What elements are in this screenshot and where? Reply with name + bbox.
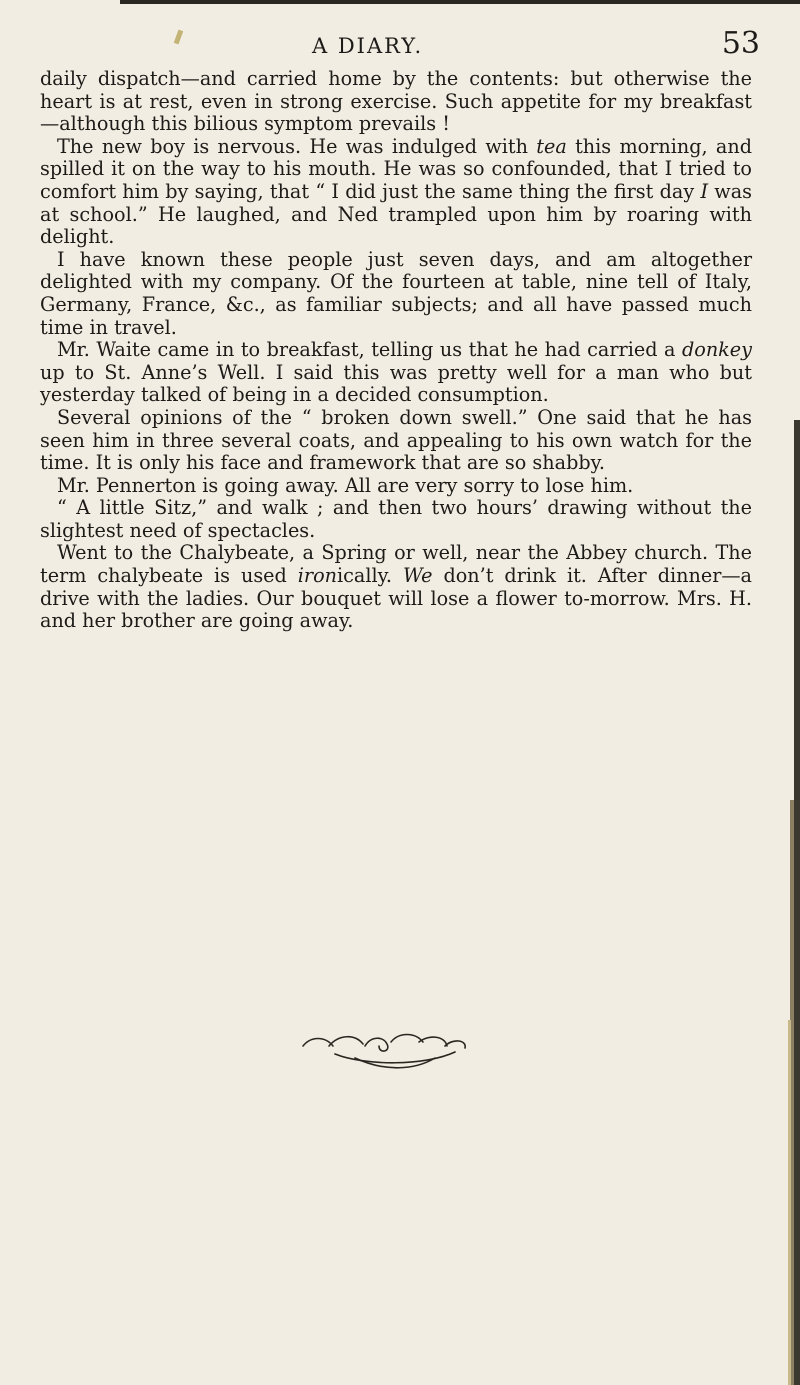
page-edge-shadow xyxy=(786,420,800,1385)
italic-text: tea xyxy=(536,134,567,158)
top-edge-rule xyxy=(120,0,800,4)
text-run: was at school.” He laughed, and Ned trampled upon him by roaring with delight. xyxy=(40,179,752,249)
text-run: this morning, and spilled it on the way to his mouth. He was so confounded, that I tried to comfort him by saying, that “ I did just the same thing the first day xyxy=(40,134,752,203)
paragraph xyxy=(40,542,752,632)
text-run: I have known these people just seven days, and am altogether delighted with my company. Of the fourteen at table, nine tell of Italy, Germany, France, &c., as familiar subjects; and all have passed much time in travel. xyxy=(40,247,752,339)
stray-ink-mark xyxy=(174,30,183,45)
text-run: Several opinions of the “ broken down swell.” One said that he has seen him in three several coats, and appealing to his own watch for the time. It is only his face and framework that are so shabby. xyxy=(40,405,752,475)
text-run: up to St. Anne’s Well. I said this was pretty well for a man who but yesterday talked of being in a decided consumption. xyxy=(40,360,752,407)
text-run: The new boy is nervous. He was indulged with xyxy=(57,134,537,158)
tailpiece-ornament-icon xyxy=(295,1032,515,1076)
text-run: Mr. Waite came in to breakfast, telling us that he had carried a xyxy=(57,338,682,362)
text-run: Mr. Pennerton is going away. All are very sorry to lose him. xyxy=(57,473,634,497)
paragraph xyxy=(40,475,752,498)
text-run: daily dispatch—and carried home by the contents: but otherwise the heart is at rest, even in strong exercise. Such appetite for my breakfast—although this bilious symptom prevails ! xyxy=(40,67,752,136)
paragraph xyxy=(40,249,752,339)
page-number: 53 xyxy=(721,26,760,61)
italic-text: We xyxy=(402,564,433,588)
running-head: A DIARY. xyxy=(312,34,424,58)
text-run: don’t drink it. After dinner—a drive with the ladies. Our bouquet will lose a flower to-morrow. Mrs. H. and her brother are going away. xyxy=(40,564,752,633)
paragraph xyxy=(40,497,752,542)
paragraph xyxy=(40,68,752,136)
italic-text: I xyxy=(700,179,709,203)
text-run: ically. xyxy=(337,564,403,588)
italic-text: iron xyxy=(297,564,338,588)
italic-text: donkey xyxy=(681,338,752,362)
paragraph xyxy=(40,339,752,407)
paragraph xyxy=(40,407,752,475)
text-run: Went to the Chalybeate, a Spring or well, near the Abbey church. The term chalybeate is used xyxy=(40,541,752,588)
page-header xyxy=(0,26,800,66)
text-run: “ A little Sitz,” and walk ; and then two hours’ drawing without the slightest need of spectacles. xyxy=(40,496,752,542)
paragraph xyxy=(40,136,752,249)
diary-text xyxy=(40,68,752,633)
